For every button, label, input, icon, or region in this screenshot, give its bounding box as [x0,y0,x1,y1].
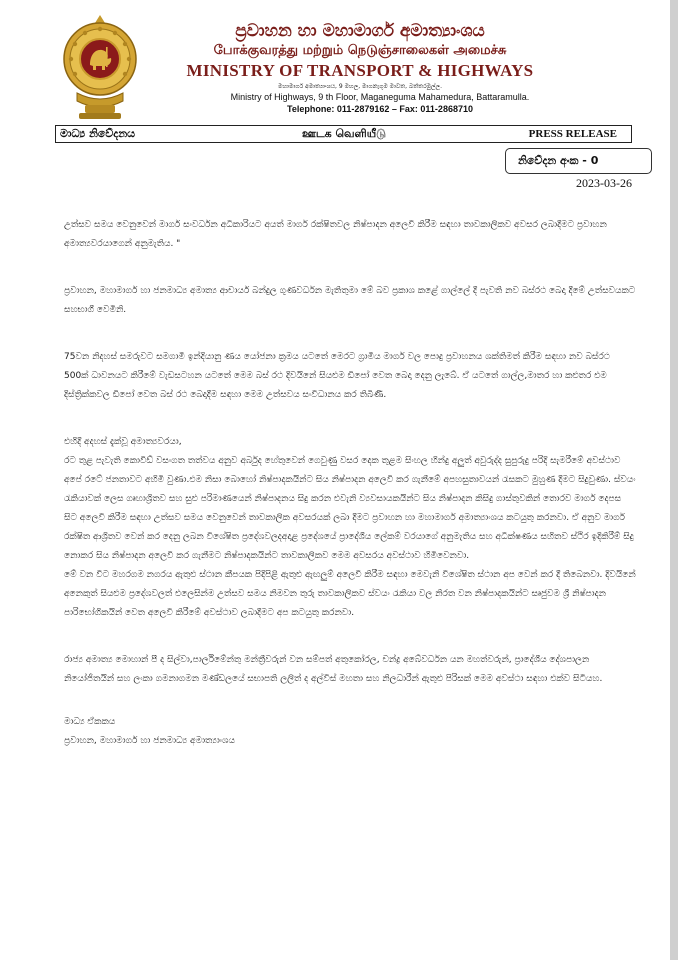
media-label-tamil: ஊடக வெளியீடு [302,127,386,140]
ministry-name-english: MINISTRY OF TRANSPORT & HIGHWAYS [186,61,534,80]
release-number-box [505,148,652,174]
sri-lanka-emblem-icon [59,13,141,121]
paragraph-minister-remarks: එහිදී අදහස් දැක්වූ අමාත්‍යවරයා, රට තුළ පැවැති කොවිඩ් වසංගත තත්වය අනුව අර්බුද හේතුවෙන් ගෙවුණු වසර දෙක තුළම සිංහල හින්දු අලුත් අවුරුද්ද සුපුරුදු පරිදි සැමරීමේ අවස්ථාව අපේ රටේ ජනතාවට අහිමි වුණා.එම නිසා බොහෝ නිෂ්පාදකයින්ට සිය නිෂ්පාදන අලෙවි කර ගැනීමේ අපහසුතාවයන් රැසකට මුහුණ දීමට සිදුවුණා. ස්වයං රැකියාවක් ලෙස ගෘහාශ්‍රිතව සහ සුළු පරිමාණයෙන් නිෂ්පාදනය සිදු කරන එවැනි ව්‍යවසායකයින්ට සිය නිෂ්පාදන කිසිදු ගාස්තුවකින් තොරව මාර්ග දෙපස සිට අලෙවි කිරීම සඳහා උත්සව සමය වෙනුවෙන් තාවකාලික අවසරයක් ලබා දීමට ප්‍රවාහන හා මහාමාර්ග අමාත්‍යාංශය කටයුතු කරනවා. ඒ අනුව මාර්ග රක්ෂිත ආශ්‍රිතව වෙන් කර දෙනු ලබන විශේෂිත ප්‍රදේශවලදඅදාළ ප්‍රදේශයේ ප්‍රාදේශීය ලේකම් වරයාගේ අනුමැතිය සහ අධීක්ෂණය සහිතව ස්ථිර ඉදිකිරීම් සිදු නොකර සිය නිෂ්පාදන අලෙවි කර ගැනීමට නිෂ්පාදකයින්ට තාවකාලිකව මෙම අවසරය අවස්ථාව හිමිවෙනවා. මේ වන විට මහරගම නගරය ඇතුළු ස්ථාන කීපයක පිදිපිළි ඇතුළු ඇඟලුම් අලෙවි කිරීම සඳහා මෙවැනි විශේෂිත ස්ථාන අප වෙන් කර දී තිබෙනවා. දිවයිනේ අනෙකුත් සියළුම ප්‍රදේශවලත් එලෙසින්ම උත්සව සමය නිමවන තුරු තාවකාලිකව ස්වයං රැකියා වල නිරත වන නිෂ්පාදකයින්ට සෘජුවම ශ්‍රී නිෂ්පාදන පාරිභෝගිකයින් වෙත අලෙවි කිරීමේ අවස්ථාව ලබාදීමට අප කටයුතු කරනවා. [64,437,636,618]
page-edge [670,0,678,960]
paragraph-minister-statement: ප්‍රවාහන, මහාමාර්ග හා ජනමාධ්‍ය අමාත්‍ය ආචාර්ය බන්දුල ගුණවර්ධන මැතිතුමා මේ බව ප්‍රකාශ කළේ ගාල්ලේ දී පැවති නව බස්රථ බෙදා දීමේ උත්සවයකට සහභාගී වෙමිනි. [64,286,636,315]
footer-editor: මාධ්‍ය ඒකකය [64,717,116,727]
address-english: Ministry of Highways, 9 th Floor, Maganeguma Mahamedura, Battaramulla. [230,92,530,102]
media-label-bar [55,125,632,143]
ministry-header [150,20,570,115]
paragraph-attendees: රාජ්‍ය අමාත්‍ය මොහාන් පී ද සිල්වා,පාර්ලිමේන්තු මන්ත්‍රීවරුන් වන සම්පත් අතුකෝරල, චන්ද්‍ර අබේවර්ධන යන මහත්වරුන්, ප්‍රාදේශීය දේශපාලන නියෝජිතයින් සහ ලංකා ගමනාගමන මණ්ඩලයේ සභාපති ලලිත් ද අල්විස් මහතා සහ නිලධාරීන් ඇතුළු පිරිසක් මෙම අවස්ථා සඳහා එක්ව සිටියහ. [64,655,603,684]
media-label-sinhala: මාධ්‍ය නිවේදනය [60,127,136,140]
ministry-name-sinhala: ප්‍රවාහන හා මහාමාර්ග අමාත්‍යාංශය [235,21,485,41]
telephone-fax: Telephone: 011-2879162 – Fax: 011-2868710 [287,104,473,114]
press-release-body [64,216,636,751]
paragraph-bus-program: 75වන නිදහස් සමරුවට සමගාමී ඉන්දියානු ණය යෝජනා ක්‍රමය යටතේ මෙරට ග්‍රාමීය මාර්ග වල පොදු ප්‍රවාහනය ශක්තිමත් කිරීම සඳහා නව බස්රථ 500ක් ධාවනයට කිරීමේ වැඩසටහන යටතේ මෙම බස් රථ දිවයිනේ සියළුම ඩිපෝ වෙත බෙදා දෙනු ලැබේ. ඒ යටතේ ගාල්ල,මාතර හා කළුතර එම දිස්ත්‍රික්කවල ඩිපෝ වෙත බස් රථ බෙදාදීම සඳහා මෙම උත්සවය සංවිධානය කර තිබිණි. [64,352,610,400]
ministry-name-tamil: போக்குவரத்து மற்றும் நெடுஞ்சாலைகள் அமைச்சு [213,43,507,58]
release-date: 2023-03-26 [576,176,632,190]
media-label-english: PRESS RELEASE [528,128,617,140]
release-number: නිවේදන අංක - 0 [518,154,599,167]
address-sinhala: මහාමාර්ග අමාත්‍යාංශය, 9 මහල, මාගනැගුම මාවත, බත්තරමුල්ල. [278,83,442,90]
footer-ministry: ප්‍රවාහන, මහාමාර්ග හා ජනමාධ්‍ය අමාත්‍යාංශය [64,736,235,746]
paragraph-headline: උත්සව සමය වෙනුවෙන් මාර්ග සංවර්ධන අධිකාරියට අයත් මාර්ග රක්ෂිතවල නිෂ්පාදන අලෙවි කිරීම සඳහා තාවකාලිකව අවසර ලබාදීමට ප්‍රවාහන අමාත්‍යවරයාගෙන් අනුමැතිය. " [64,220,607,249]
